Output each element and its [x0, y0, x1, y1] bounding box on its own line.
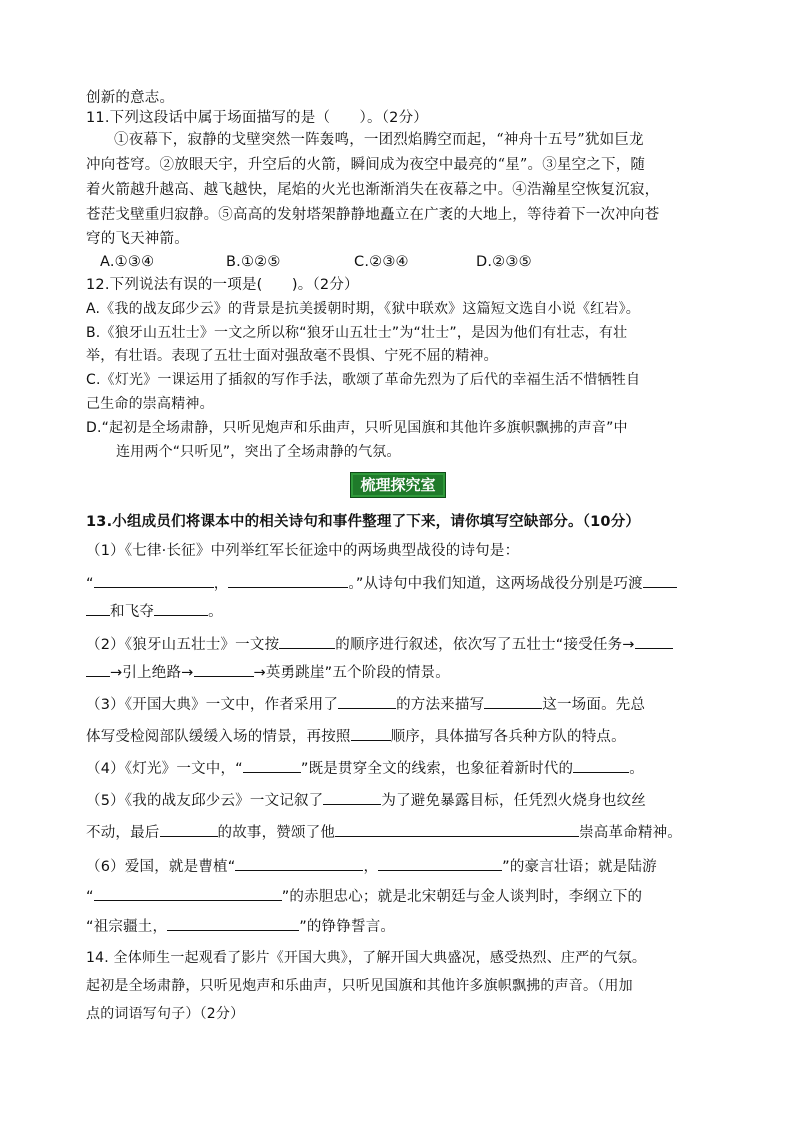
- answer-blank[interactable]: [94, 573, 214, 588]
- question-12-option-a: A.《我的战友邱少云》的背景是抗美援朝时期，《狱中联欢》这篇短文选自小说《红岩》。: [86, 301, 640, 317]
- question-13-part-3: 体写受检阅部队缓缓入场的情景，再按照 顺序，具体描写各兵种方队的特点。: [86, 726, 626, 747]
- option-a: A.①③④: [100, 254, 155, 270]
- question-13-part-3: （3）《开国大典》一文中，作者采用了 的方法来描写 这一场面。先总: [86, 694, 645, 715]
- answer-blank[interactable]: [573, 758, 629, 773]
- question-14-stem: 起初是全场肃静，只听见炮声和乐曲声，只听见国旗和其他许多旗帜飘拂的声音。（用加: [86, 978, 633, 994]
- question-13-part-6: （6）爱国，就是曹植“ ， ”的豪言壮语；就是陆游: [86, 856, 657, 877]
- answer-blank[interactable]: [228, 573, 348, 588]
- question-13-part-1-blanks: “ ， 。”从诗句中我们知道，这两场战役分别是巧渡: [86, 573, 677, 594]
- answer-blank[interactable]: [154, 601, 208, 616]
- section-banner: [350, 472, 446, 498]
- question-12-option-d: 连用两个“只听见”，突出了全场肃静的气氛。: [116, 444, 401, 460]
- question-11-passage: 穹的飞天神箭。: [86, 231, 189, 247]
- answer-blank[interactable]: [338, 694, 396, 709]
- answer-blank[interactable]: [86, 662, 110, 677]
- question-13-part-5: 不动，最后 的故事，赞颂了他 崇高革命精神。: [86, 822, 682, 843]
- section-banner-label: 梳理探究室: [360, 476, 436, 494]
- question-12-option-c: 己生命的崇高精神。: [86, 396, 214, 412]
- question-11-passage: 苍茫戈壁重归寂静。⑤高高的发射塔架静静地矗立在广袤的大地上，等待着下一次冲向苍: [86, 207, 660, 223]
- answer-blank[interactable]: [335, 822, 579, 837]
- question-13-part-2: （2）《狼牙山五壮士》一文按 的顺序进行叙述，依次写了五壮士“接受任务→: [86, 634, 673, 655]
- answer-blank[interactable]: [167, 916, 299, 931]
- question-13-part-1-blanks: 和飞夺 。: [86, 601, 223, 622]
- question-12-option-b: B.《狼牙山五壮士》一文之所以称“狼牙山五壮士”为“壮士”，是因为他们有壮志，有壮: [86, 325, 628, 341]
- answer-blank[interactable]: [194, 662, 254, 677]
- question-13-part-1: （1）《七律·长征》中列举红军长征途中的两场典型战役的诗句是：: [86, 543, 520, 559]
- answer-blank[interactable]: [378, 856, 502, 871]
- question-11-passage: 冲向苍穹。②放眼天宇，升空后的火箭，瞬间成为夜空中最亮的“星”。③星空之下，随: [86, 157, 646, 173]
- option-b: B.①②⑤: [226, 254, 281, 270]
- question-11-passage: ①夜幕下，寂静的戈壁突然一阵轰鸣，一团烈焰腾空而起，“神舟十五号”犹如巨龙: [114, 132, 644, 148]
- question-12-option-b: 举，有壮语。表现了五壮士面对强敌毫不畏惧、宁死不屈的精神。: [86, 348, 498, 364]
- question-13-part-5: （5）《我的战友邱少云》一文记叙了 为了避免暴露目标，任凭烈火烧身也纹丝: [86, 790, 646, 811]
- answer-blank[interactable]: [323, 790, 381, 805]
- answer-blank[interactable]: [235, 856, 363, 871]
- question-11-passage: 着火箭越升越高、越飞越快，尾焰的火光也渐渐消失在夜幕之中。④浩瀚星空恢复沉寂，: [86, 182, 660, 198]
- answer-blank[interactable]: [94, 886, 282, 901]
- question-12-option-d: D.“起初是全场肃静，只听见炮声和乐曲声，只听见国旗和其他许多旗帜飘拂的声音”中: [86, 420, 628, 436]
- question-12-stem: 12.下列说法有误的一项是( )。（2分）: [86, 277, 359, 293]
- answer-blank[interactable]: [243, 758, 301, 773]
- option-d: D.②③⑤: [476, 254, 532, 270]
- question-14-stem: 点的词语写句子）（2分）: [86, 1006, 245, 1022]
- answer-blank[interactable]: [279, 634, 335, 649]
- answer-blank[interactable]: [635, 634, 673, 649]
- option-c: C.②③④: [354, 254, 409, 270]
- question-12-option-c: C.《灯光》一课运用了插叙的写作手法，歌颂了革命先烈为了后代的幸福生活不惜牺牲自: [86, 372, 641, 388]
- question-13-part-6: “祖宗疆土， ”的铮铮誓言。: [86, 916, 395, 937]
- text-line: 创新的意志。: [86, 90, 175, 106]
- answer-blank[interactable]: [484, 694, 542, 709]
- answer-blank[interactable]: [643, 573, 677, 588]
- answer-blank[interactable]: [351, 726, 391, 741]
- question-11-stem: 11.下列这段话中属于场面描写的是（ ）。（2分）: [86, 110, 428, 126]
- question-13-part-4: （4）《灯光》一文中，“ ”既是贯穿全文的线索，也象征着新时代的 。: [86, 758, 644, 779]
- question-13-stem: 13.小组成员们将课本中的相关诗句和事件整理了下来，请你填写空缺部分。（10分）: [86, 514, 641, 530]
- answer-blank[interactable]: [160, 822, 218, 837]
- answer-blank[interactable]: [86, 601, 110, 616]
- question-14-stem: 14. 全体师生一起观看了影片《开国大典》，了解开国大典盛况，感受热烈、庄严的气氛。: [86, 950, 647, 966]
- question-13-part-2: →引上绝路→ →英勇跳崖”五个阶段的情景。: [86, 662, 450, 683]
- question-13-part-6: “ ”的赤胆忠心；就是北宋朝廷与金人谈判时，李纲立下的: [86, 886, 642, 907]
